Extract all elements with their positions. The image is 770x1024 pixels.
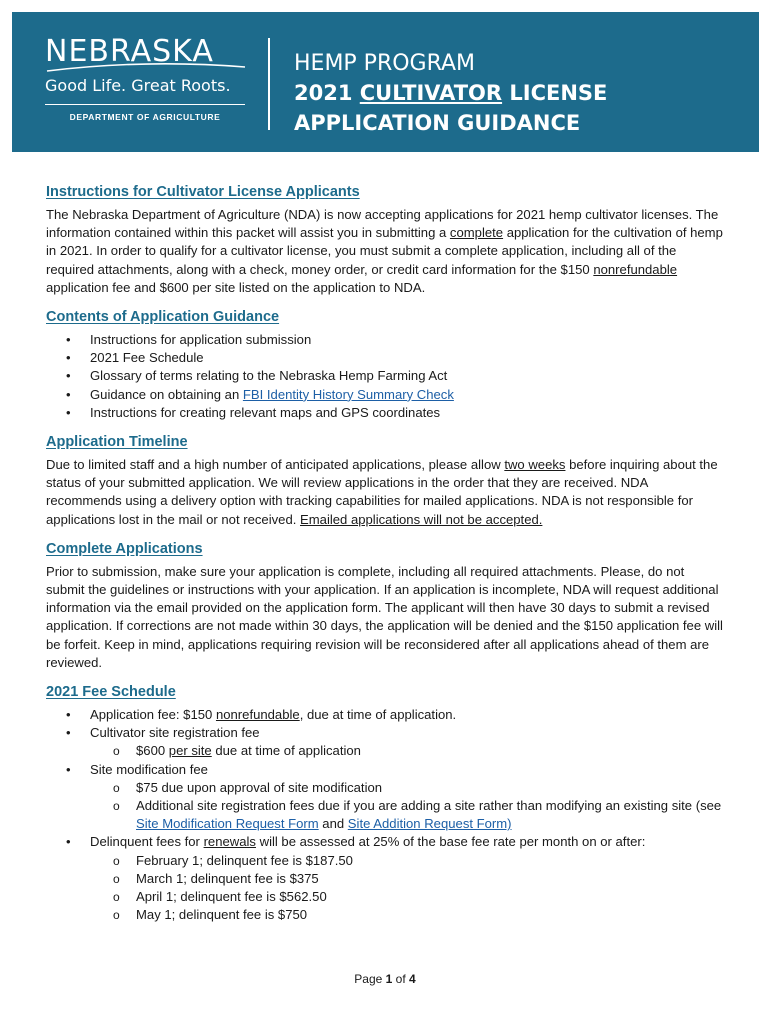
- list-item: • Delinquent fees for renewals will be assessed at 25% of the base fee rate per month on or after: o February 1; delinquent fee is $187.50 o March 1; delinquent fee is $375 o April 1; delinquent fee is $562.50 o May 1; delinquent fee is $750: [46, 833, 726, 924]
- logo-department: DEPARTMENT OF AGRICULTURE: [69, 112, 221, 122]
- list-item: • Glossary of terms relating to the Nebraska Hemp Farming Act: [46, 367, 726, 385]
- list-item: • Site modification fee o $75 due upon approval of site modification o Additional site registration fees due if you are adding a site rather than modifying an existing site (see Site Modification Request Form and Site Addition Request Form): [46, 761, 726, 834]
- sub-list: [90, 779, 726, 834]
- timeline-paragraph: Due to limited staff and a high number of anticipated applications, please allow two weeks before inquiring about the status of your submitted application. We will review applications in the order that they are received. NDA recommends using a delivery option with tracking capabilities for mailed applications. NDA is not responsible for applications lost in the mail or not received. Emailed applications will not be accepted.: [46, 457, 718, 527]
- section-contents: [46, 307, 726, 422]
- document-title: [294, 50, 607, 138]
- contents-list: [46, 331, 726, 422]
- list-item: • Instructions for creating relevant maps and GPS coordinates: [46, 404, 726, 422]
- list-item: o May 1; delinquent fee is $750: [90, 906, 726, 924]
- sub-list: [90, 742, 726, 760]
- logo-wordmark: NEBRASKA: [45, 34, 214, 69]
- list-item: o February 1; delinquent fee is $187.50: [90, 852, 726, 870]
- contents-heading: Contents of Application Guidance: [46, 309, 280, 326]
- page-footer: Page 1 of 4: [354, 972, 416, 986]
- document-body: [46, 182, 726, 935]
- list-item: • Cultivator site registration fee o $600 per site due at time of application: [46, 724, 726, 760]
- timeline-heading: Application Timeline: [46, 434, 188, 451]
- title-line-3: APPLICATION GUIDANCE: [294, 111, 581, 135]
- banner-divider: [268, 38, 270, 130]
- list-item: o Additional site registration fees due if you are adding a site rather than modifying an existing site (see Site Modification Request Form and Site Addition Request Form): [90, 797, 726, 833]
- complete-paragraph: Prior to submission, make sure your application is complete, including all required attachments. Please, do not submit the guidelines or instructions with your application. If an application is incomplete, NDA will request additional information via the email provided on the application form. The applicant will then have 30 days to submit a revised application. If corrections are not made within 30 days, the application will be denied and the $150 application fee will be forfeit. Keep in mind, applications requiring revision will be reconsidered after all applications ahead of them are reviewed.: [46, 563, 723, 670]
- site-modification-form-link[interactable]: Site Modification Request Form: [136, 816, 319, 832]
- logo-divider: [45, 104, 245, 105]
- site-addition-form-link[interactable]: Site Addition Request Form): [347, 816, 512, 832]
- section-complete: [46, 539, 726, 672]
- list-item: • Guidance on obtaining an FBI Identity History Summary Check: [46, 386, 726, 404]
- fbi-check-link[interactable]: FBI Identity History Summary Check: [242, 386, 454, 402]
- section-instructions: [46, 182, 726, 297]
- list-item: • Application fee: $150 nonrefundable, due at time of application.: [46, 706, 726, 724]
- instructions-paragraph: The Nebraska Department of Agriculture (NDA) is now accepting applications for 2021 hemp cultivator licenses. The information contained within this packet will assist you in submitting a complete application for the cultivation of hemp in 2021. In order to qualify for a cultivator license, you must submit a complete application, including all of the required attachments, along with a check, money order, or credit card information for the $150 nonrefundable application fee and $600 per site listed on the application to NDA.: [46, 207, 723, 295]
- page-total: 4: [409, 972, 416, 986]
- list-item: • Instructions for application submission: [46, 331, 726, 349]
- title-line-2: 2021 CULTIVATOR LICENSE: [294, 81, 608, 105]
- logo-tagline: Good Life. Great Roots.: [45, 76, 231, 95]
- nebraska-logo: [45, 36, 250, 122]
- list-item: o $600 per site due at time of application: [90, 742, 726, 760]
- list-item: o March 1; delinquent fee is $375: [90, 870, 726, 888]
- fees-heading: 2021 Fee Schedule: [46, 684, 176, 701]
- header-banner: [12, 12, 759, 152]
- section-fees: [46, 682, 726, 924]
- page-number: 1: [385, 972, 393, 986]
- complete-heading: Complete Applications: [46, 540, 203, 557]
- list-item: • 2021 Fee Schedule: [46, 349, 726, 367]
- sub-list: [90, 852, 726, 925]
- instructions-heading: Instructions for Cultivator License Applicants: [46, 184, 360, 200]
- fee-list: [46, 706, 726, 924]
- list-item: o $75 due upon approval of site modification: [90, 779, 726, 797]
- section-timeline: [46, 432, 726, 529]
- logo-swoosh-icon: [45, 61, 250, 75]
- program-name: HEMP PROGRAM: [294, 51, 476, 76]
- list-item: o April 1; delinquent fee is $562.50: [90, 888, 726, 906]
